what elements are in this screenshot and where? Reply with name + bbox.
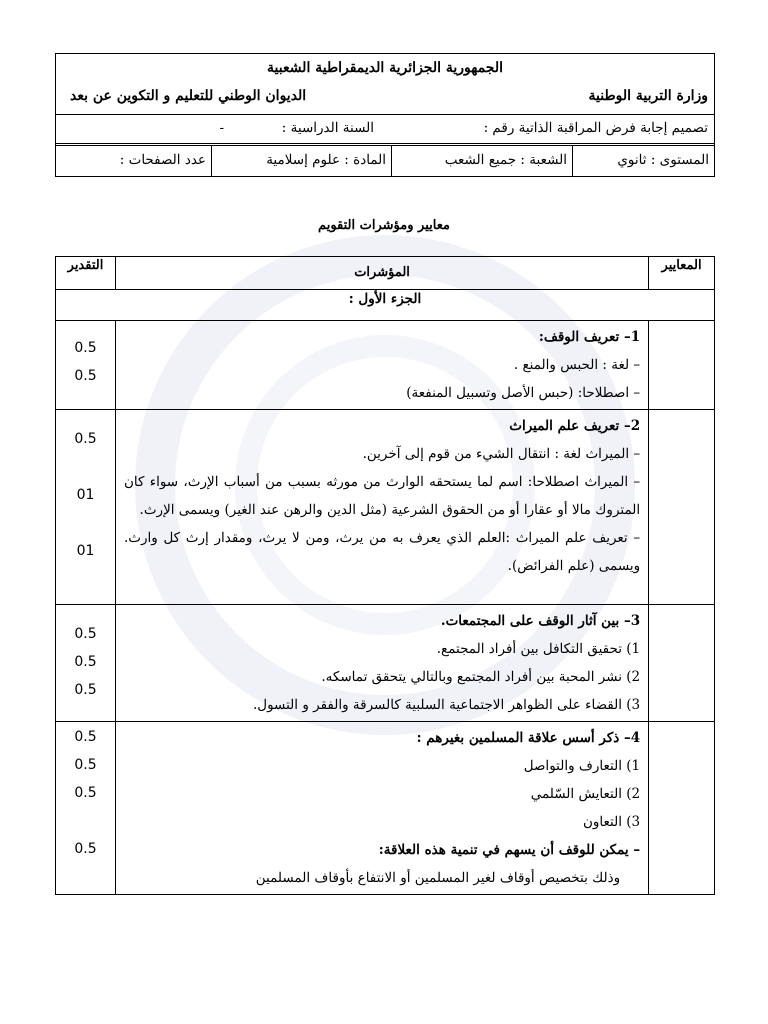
score-value: 0.5 bbox=[74, 682, 97, 698]
part-row bbox=[56, 290, 715, 321]
question-1-line-1: – لغة : الحبس والمنع . bbox=[513, 357, 641, 373]
header-info-row bbox=[56, 146, 714, 176]
republic-title: الجمهورية الجزائرية الديمقراطية الشعبية bbox=[266, 60, 503, 76]
question-3-title: 3– بين آثار الوقف على المجتمعات. bbox=[440, 613, 641, 629]
score-cell bbox=[56, 410, 116, 605]
header-exam-box bbox=[56, 115, 714, 146]
score-header: التقدير bbox=[56, 257, 116, 290]
question-1-line-2: – اصطلاحا: (حبس الأصل وتسبيل المنفعة) bbox=[406, 385, 641, 401]
indicators-cell bbox=[115, 321, 648, 410]
level-cell: المستوى : ثانوي bbox=[572, 146, 714, 176]
score-value: 0.5 bbox=[74, 841, 97, 857]
question-3-line-1: 1) تحقيق التكافل بين أفراد المجتمع. bbox=[436, 641, 641, 657]
question-2-line-3: – تعريف علم الميراث :العلم الذي يعرف به من يرث، ومن لا يرث، ومقدار إرث كل وارث. ويسمى (علم الفرائض). bbox=[123, 530, 641, 574]
table-row bbox=[56, 410, 715, 605]
score-value: 0.5 bbox=[74, 729, 97, 745]
score-value: 0.5 bbox=[74, 340, 97, 356]
score-cell bbox=[56, 605, 116, 722]
indicators-cell bbox=[115, 605, 648, 722]
score-value: 01 bbox=[76, 487, 95, 503]
question-3-line-2: 2) نشر المحبة بين أفراد المجتمع وبالتالي يتحقق تماسكه. bbox=[321, 669, 641, 685]
pages-cell: عدد الصفحات : bbox=[119, 152, 206, 168]
office-name: الديوان الوطني للتعليم و التكوين عن بعد bbox=[70, 88, 307, 104]
design-label: تصميم إجابة فرض المراقبة الذاتية رقم : bbox=[483, 120, 708, 136]
question-2-title: 2– تعريف علم الميراث bbox=[509, 418, 641, 434]
indicators-cell bbox=[115, 410, 648, 605]
table-row bbox=[56, 605, 715, 722]
part-one-label: الجزء الأول : bbox=[56, 290, 715, 321]
document-header bbox=[55, 53, 715, 177]
table-row bbox=[56, 722, 715, 895]
question-4-line-1: 1) التعارف والتواصل bbox=[523, 758, 641, 774]
question-4-line-5: وذلك بتخصيص أوقاف لغير المسلمين أو الانتفاع بأوقاف المسلمين bbox=[255, 870, 621, 886]
table-row bbox=[56, 321, 715, 410]
score-value: 01 bbox=[76, 543, 95, 559]
indicators-header: المؤشرات bbox=[115, 257, 648, 290]
subject-cell: المادة : علوم إسلامية bbox=[211, 146, 391, 176]
question-4-line-2: 2) التعايش السّلمي bbox=[530, 786, 641, 802]
score-value: 0.5 bbox=[74, 431, 97, 447]
score-value: 0.5 bbox=[74, 368, 97, 384]
section-title: معايير ومؤشرات التقويم bbox=[318, 218, 450, 233]
question-2-line-1: – الميراث لغة : انتقال الشيء من قوم إلى آخرين. bbox=[362, 446, 641, 462]
ministry-name: وزارة التربية الوطنية bbox=[588, 88, 708, 104]
score-value: 0.5 bbox=[74, 654, 97, 670]
question-2-line-2: – الميراث اصطلاحا: اسم لما يستحقه الوارث من مورثه بسبب من أسباب الإرث، سواء كان المتروك مالا أو عقارا أو من الحقوق الشرعية (مثل الدين والرهن عند الغير) ويسمى الإرث. bbox=[123, 474, 641, 518]
criteria-cell bbox=[649, 722, 715, 895]
criteria-cell bbox=[649, 605, 715, 722]
question-3-line-3: 3) القضاء على الظواهر الاجتماعية السلبية كالسرقة والفقر و التسول. bbox=[252, 697, 641, 713]
year-value: - bbox=[219, 120, 224, 136]
criteria-header: المعايير bbox=[649, 257, 715, 290]
criteria-cell bbox=[649, 321, 715, 410]
indicators-cell bbox=[115, 722, 648, 895]
question-4-title: 4– ذكر أسس علاقة المسلمين بغيرهم : bbox=[416, 730, 641, 746]
score-value: 0.5 bbox=[74, 785, 97, 801]
question-4-line-3: 3) التعاون bbox=[582, 814, 641, 830]
score-value: 0.5 bbox=[74, 626, 97, 642]
score-cell bbox=[56, 722, 116, 895]
score-value: 0.5 bbox=[74, 757, 97, 773]
header-institution-box bbox=[56, 54, 714, 115]
table-header-row bbox=[56, 257, 715, 290]
branch-cell: الشعبة : جميع الشعب bbox=[391, 146, 572, 176]
score-cell bbox=[56, 321, 116, 410]
year-label: السنة الدراسية : bbox=[281, 120, 374, 136]
grading-table bbox=[55, 256, 715, 895]
question-1-title: 1– تعريف الوقف: bbox=[538, 329, 641, 345]
criteria-cell bbox=[649, 410, 715, 605]
question-4-line-4: – يمكن للوقف أن يسهم في تنمية هذه العلاقة: bbox=[378, 842, 641, 858]
